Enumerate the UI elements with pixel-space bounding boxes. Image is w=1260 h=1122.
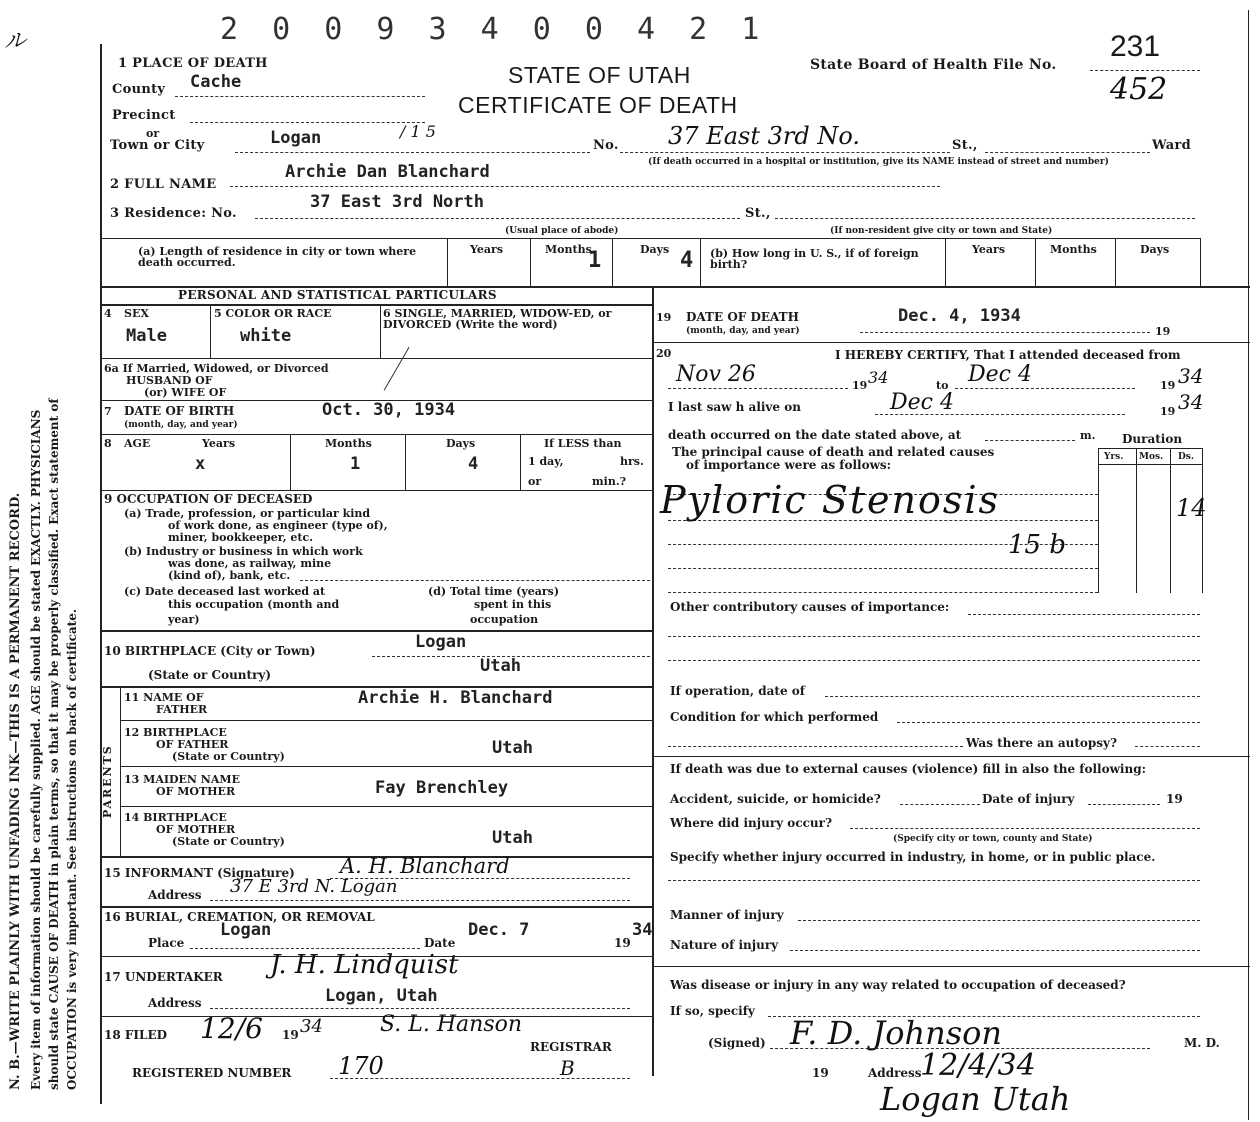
column-divider xyxy=(652,286,654,1076)
mother-name: Fay Brenchley xyxy=(375,778,509,798)
ds-label: Ds. xyxy=(1178,452,1195,462)
last-saw-year: 34 xyxy=(1178,390,1204,414)
saw-line xyxy=(875,414,1125,415)
related-label: Was disease or injury in any way related to occupation of deceased? xyxy=(670,978,1126,992)
cause-of-death: Pyloric Stenosis xyxy=(660,478,1001,522)
signed-year-prefix: 19 xyxy=(812,1066,829,1080)
death-date: Dec. 4, 1934 xyxy=(898,306,1021,326)
informant-label: 15 INFORMANT (Signature) xyxy=(104,866,295,880)
residence-line-2 xyxy=(775,218,1195,219)
rb-v6 xyxy=(1035,238,1036,286)
accident-label: Accident, suicide, or homicide? xyxy=(670,792,881,806)
birthplace-city: Logan xyxy=(415,632,467,652)
filed-year-prefix: 19 xyxy=(282,1028,299,1042)
dur-v2 xyxy=(1136,448,1137,593)
len-days-label: Days xyxy=(640,243,670,256)
occ-d1: (d) Total time (years) xyxy=(428,585,560,598)
signed-address-label: Address xyxy=(868,1066,922,1080)
mos-label: Mos. xyxy=(1139,452,1164,462)
father-label-num: 11 NAME OF xyxy=(124,691,204,704)
filed-year: 34 xyxy=(300,1016,323,1037)
age-years-value: x xyxy=(195,454,206,474)
op-line xyxy=(825,696,1200,697)
dd-line xyxy=(860,332,1150,333)
par-h3 xyxy=(120,806,652,807)
autopsy-label: Was there an autopsy? xyxy=(966,736,1118,750)
occ-d2: spent in this xyxy=(474,598,552,611)
rb-v2 xyxy=(530,238,531,286)
to-line xyxy=(955,388,1135,389)
birthplace-state: Utah xyxy=(480,656,521,676)
len-days-value: 4 xyxy=(680,248,694,273)
us-months-label: Months xyxy=(1050,243,1097,256)
length-label: (a) Length of residence in city or town where death occurred. xyxy=(138,245,417,269)
last-saw-year-prefix: 19 xyxy=(1160,405,1176,418)
specify-line xyxy=(668,880,1200,881)
birthplace-label: 10 BIRTHPLACE (City or Town) xyxy=(104,644,316,658)
rh2 xyxy=(652,756,1250,757)
occ-b2: was done, as railway, mine xyxy=(168,557,332,570)
cause-duration: 14 xyxy=(1176,494,1207,522)
undertaker-signature: J. H. Lindquist xyxy=(270,950,459,980)
informant-signature: A. H. Blanchard xyxy=(340,854,510,878)
mother-label-2: OF MOTHER xyxy=(156,785,236,798)
ph1 xyxy=(100,358,652,359)
cause-line-4 xyxy=(668,568,1098,569)
age-number: 8 xyxy=(104,437,112,450)
death-date-sub: (month, day, and year) xyxy=(686,326,800,336)
signed-address: Logan Utah xyxy=(880,1080,1071,1118)
external-label: If death was due to external causes (violence) fill in also the following: xyxy=(670,762,1147,776)
parents-v xyxy=(120,686,121,856)
m-label: m. xyxy=(1080,429,1096,442)
len-years-label: Years xyxy=(470,243,504,256)
rb-v1 xyxy=(447,238,448,286)
to-label: to xyxy=(936,379,949,392)
ph8 xyxy=(100,906,652,908)
occ-b3: (kind of), bank, etc. xyxy=(168,569,291,582)
occupation-label: 9 OCCUPATION OF DECEASED xyxy=(104,492,313,506)
mbp-label-1: 14 BIRTHPLACE xyxy=(124,811,227,824)
age-label: AGE xyxy=(124,437,151,450)
occurred-label: death occurred on the date stated above, at xyxy=(668,428,962,442)
nonresident-note: (If non-resident give city or town and State) xyxy=(830,226,1053,236)
file-line xyxy=(1090,70,1200,71)
place-heading: 1 PLACE OF DEATH xyxy=(118,56,268,71)
dur-top xyxy=(1098,448,1202,449)
full-name-value: Archie Dan Blanchard xyxy=(285,162,490,182)
occ-c1: (c) Date deceased last worked at xyxy=(124,585,326,598)
right-border xyxy=(1248,10,1249,1120)
married-label-3: (or) WIFE OF xyxy=(144,386,227,399)
mbp-label-2: OF MOTHER xyxy=(156,823,236,836)
registrar-signature: S. L. Hanson xyxy=(380,1012,523,1037)
name-line xyxy=(230,186,940,187)
yrs-label: Yrs. xyxy=(1104,452,1124,462)
dob-sub-label: (month, day, and year) xyxy=(124,420,238,430)
ward-line xyxy=(985,152,1150,153)
burial-year-prefix: 19 xyxy=(614,936,631,950)
age-days-value: 4 xyxy=(468,454,479,474)
age-v3 xyxy=(520,434,521,490)
us-years-label: Years xyxy=(972,243,1006,256)
to-year: 34 xyxy=(1178,364,1204,388)
age-v1 xyxy=(290,434,291,490)
from-year: 34 xyxy=(868,368,889,387)
acc-line xyxy=(900,804,980,805)
ph3 xyxy=(100,434,652,435)
cond-line xyxy=(897,722,1200,723)
file-number-handwritten: 452 xyxy=(1110,72,1168,107)
injury-date-label: Date of injury xyxy=(982,792,1075,806)
rh3 xyxy=(652,966,1250,967)
ifso-label: If so, specify xyxy=(670,1004,755,1018)
fbp-label-2: OF FATHER xyxy=(156,738,229,751)
full-name-label: 2 FULL NAME xyxy=(110,177,217,192)
burial-label: 16 BURIAL, CREMATION, OR REMOVAL xyxy=(104,910,375,924)
undertaker-address: Logan, Utah xyxy=(325,986,438,1006)
burial-year: 34 xyxy=(632,920,653,940)
signed-label: (Signed) xyxy=(708,1036,766,1050)
age-months-label: Months xyxy=(325,437,372,450)
informant-address: 37 E 3rd N. Logan xyxy=(230,876,398,897)
ph10 xyxy=(100,1016,652,1017)
city-label: Town or City xyxy=(110,138,205,153)
state-title: STATE OF UTAH xyxy=(508,62,691,88)
residence-st-label: St., xyxy=(745,206,771,221)
regnum-mark: B xyxy=(560,1056,575,1080)
und-line xyxy=(210,1008,630,1009)
occ-b1: (b) Industry or business in which work xyxy=(124,545,363,558)
certify-number: 20 xyxy=(656,347,672,360)
ward-label: Ward xyxy=(1152,138,1192,153)
last-saw-label: I last saw h alive on xyxy=(668,400,801,414)
marital-slash xyxy=(384,347,411,391)
street-no-label: No. xyxy=(593,138,619,153)
burial-place-label: Place xyxy=(148,936,185,950)
filed-label: 18 FILED xyxy=(104,1028,167,1042)
mbp-label-3: (State or Country) xyxy=(172,835,285,848)
occ-c3: year) xyxy=(168,613,200,626)
county-line xyxy=(175,96,425,97)
occ-a1: (a) Trade, profession, or particular kind xyxy=(124,507,371,520)
residence-line xyxy=(255,218,740,219)
last-saw-date: Dec 4 xyxy=(890,390,954,415)
hrs-label: hrs. xyxy=(620,455,644,468)
rb-v8 xyxy=(1200,238,1201,286)
where-line xyxy=(850,828,1200,829)
death-date-label: DATE OF DEATH xyxy=(686,310,799,324)
sidebar-line-3: should state CAUSE OF DEATH in plain terms, so that it may be properly classified. Exact statement of xyxy=(47,398,61,1090)
or-min-label: or xyxy=(528,475,542,488)
file-number: 231 xyxy=(1110,30,1161,63)
married-label-1: 6a If Married, Widowed, or Divorced xyxy=(104,362,329,375)
residence-label: 3 Residence: No. xyxy=(110,206,237,221)
condition-label: Condition for which performed xyxy=(670,710,879,724)
nature-line xyxy=(790,950,1200,951)
par-h2 xyxy=(120,766,652,767)
occ-a3: miner, bookkeeper, etc. xyxy=(168,531,314,544)
cause-label-2: of importance were as follows: xyxy=(686,458,892,472)
pv2 xyxy=(380,304,381,358)
from-year-prefix: 19 xyxy=(852,379,868,392)
specify-label: Specify whether injury occurred in industry, in home, or in public place. xyxy=(670,850,1156,864)
dob-value: Oct. 30, 1934 xyxy=(322,400,456,420)
county-label: County xyxy=(112,82,166,97)
color-value: white xyxy=(240,326,292,346)
rb-v3 xyxy=(612,238,613,286)
mbp-value: Utah xyxy=(492,828,533,848)
inj-date-line xyxy=(1088,804,1160,805)
contrib-line-1 xyxy=(968,614,1200,615)
rb-v5 xyxy=(945,238,946,286)
filed-date: 12/6 xyxy=(200,1012,263,1045)
dob-label: DATE OF BIRTH xyxy=(124,404,235,418)
cause-line-5 xyxy=(668,592,1098,593)
fbp-value: Utah xyxy=(492,738,533,758)
father-label-2: FATHER xyxy=(156,703,208,716)
certificate-title: CERTIFICATE OF DEATH xyxy=(458,92,738,118)
precinct-label: Precinct xyxy=(112,108,176,123)
bur-line xyxy=(190,948,420,949)
occ-b-line xyxy=(300,580,650,581)
dur-sub xyxy=(1098,464,1202,465)
dur-v1 xyxy=(1098,448,1099,593)
city-line xyxy=(235,152,590,153)
marital-label: 6 SINGLE, MARRIED, WIDOW-ED, or DIVORCED (Write the word) xyxy=(383,307,612,331)
nature-label: Nature of injury xyxy=(670,938,779,952)
precinct-line xyxy=(190,122,425,123)
rb-v7 xyxy=(1115,238,1116,286)
par-h1 xyxy=(120,720,652,721)
hospital-note: (If death occurred in a hospital or institution, give its NAME instead of street and number) xyxy=(648,157,1109,167)
sex-label: SEX xyxy=(124,307,149,320)
us-label: (b) How long in U. S., if of foreign birth? xyxy=(710,247,919,271)
rh1 xyxy=(652,342,1250,343)
personal-top xyxy=(100,304,652,306)
sidebar-line-4: OCCUPATION is very important. See instructions on back of certificate. xyxy=(65,608,79,1090)
parents-side-label: PARENTS xyxy=(101,744,114,818)
serial-number: 2 0 0 9 3 4 0 0 4 2 1 xyxy=(220,12,768,47)
reg-line xyxy=(330,1078,630,1079)
registrar-label: REGISTRAR xyxy=(530,1040,612,1054)
fbp-label-1: 12 BIRTHPLACE xyxy=(124,726,227,739)
city-value: Logan xyxy=(270,128,322,148)
cause-label-1: The principal cause of death and related causes xyxy=(672,445,995,459)
occ-c2: this occupation (month and xyxy=(168,598,340,611)
certify-label: I HEREBY CERTIFY, That I attended deceased from xyxy=(835,348,1181,362)
usual-abode-note: (Usual place of abode) xyxy=(505,226,619,236)
married-label-2: HUSBAND OF xyxy=(126,374,213,387)
autopsy-line-2 xyxy=(1135,746,1200,747)
burial-place: Logan xyxy=(220,920,272,940)
mother-label-1: 13 MAIDEN NAME xyxy=(124,773,240,786)
personal-heading: PERSONAL AND STATISTICAL PARTICULARS xyxy=(178,288,497,302)
md-label: M. D. xyxy=(1184,1036,1220,1050)
pv1 xyxy=(210,304,211,358)
burial-date-label: Date xyxy=(424,936,456,950)
informant-address-label: Address xyxy=(148,888,202,902)
min-label: min.? xyxy=(592,475,627,488)
age-v2 xyxy=(405,434,406,490)
signed-date: 12/4/34 xyxy=(920,1048,1036,1083)
left-border xyxy=(100,44,102,1104)
us-days-label: Days xyxy=(1140,243,1170,256)
manner-line xyxy=(798,920,1200,921)
where-note: (Specify city or town, county and State) xyxy=(893,834,1093,844)
len-months-label: Months xyxy=(545,243,592,256)
death-year-suffix: 19 xyxy=(1155,325,1171,338)
m-line xyxy=(985,440,1075,441)
cause-code: 15 b xyxy=(1008,530,1066,560)
inf-addr-line xyxy=(210,900,630,901)
county-value: Cache xyxy=(190,72,242,92)
duration-label: Duration xyxy=(1122,432,1183,446)
less-label: If LESS than xyxy=(544,437,622,450)
autopsy-line xyxy=(668,746,963,747)
regnum-value: 170 xyxy=(338,1052,384,1080)
father-name: Archie H. Blanchard xyxy=(358,688,553,708)
attended-from: Nov 26 xyxy=(676,362,756,387)
rb-v4 xyxy=(700,238,701,286)
dob-number: 7 xyxy=(104,405,112,418)
physician-signature: F. D. Johnson xyxy=(790,1014,1003,1052)
injury-year-prefix: 19 xyxy=(1166,792,1183,806)
age-years-label: Years xyxy=(202,437,236,450)
attended-to: Dec 4 xyxy=(968,362,1032,387)
age-months-value: 1 xyxy=(350,454,361,474)
sidebar-line-1: N. B.—WRITE PLAINLY WITH UNFADING INK—THIS IS A PERMANENT RECORD. xyxy=(8,492,23,1090)
street-st-label: St., xyxy=(952,138,978,153)
manner-label: Manner of injury xyxy=(670,908,784,922)
sidebar-line-2: Every item of information should be carefully supplied. AGE should be stated EXACTLY. PHYSICIANS xyxy=(29,409,43,1090)
day-label: 1 day, xyxy=(528,455,564,468)
color-label: 5 COLOR OR RACE xyxy=(214,307,332,320)
corner-mark: ル xyxy=(4,29,27,54)
occ-d3: occupation xyxy=(470,613,539,626)
len-months-value: 1 xyxy=(588,248,602,273)
undertaker-label: 17 UNDERTAKER xyxy=(104,970,223,984)
street-line xyxy=(620,152,950,153)
from-line xyxy=(668,388,848,389)
ph5 xyxy=(100,630,652,632)
dur-v3 xyxy=(1170,448,1171,593)
street-no-value: 37 East 3rd No. xyxy=(668,122,860,150)
fbp-label-3: (State or Country) xyxy=(172,750,285,763)
contrib-line-2 xyxy=(668,636,1200,637)
sex-number: 4 xyxy=(104,307,112,320)
file-label: State Board of Health File No. xyxy=(810,57,1057,73)
or-label: or xyxy=(146,127,160,140)
death-date-number: 19 xyxy=(656,311,672,324)
burial-date: Dec. 7 xyxy=(468,920,530,940)
contrib-line-3 xyxy=(668,660,1200,661)
to-year-prefix: 19 xyxy=(1160,379,1176,392)
ph4 xyxy=(100,490,652,491)
age-days-label: Days xyxy=(446,437,476,450)
occ-a2: of work done, as engineer (type of), xyxy=(168,519,388,532)
where-label: Where did injury occur? xyxy=(670,816,833,830)
operation-label: If operation, date of xyxy=(670,684,805,698)
contributory-label: Other contributory causes of importance: xyxy=(670,600,950,614)
birthplace-state-label: (State or Country) xyxy=(148,668,272,682)
city-mark: / 1 5 xyxy=(400,122,436,141)
residence-value: 37 East 3rd North xyxy=(310,192,484,212)
undertaker-address-label: Address xyxy=(148,996,202,1010)
sex-value: Male xyxy=(126,326,167,346)
regnum-label: REGISTERED NUMBER xyxy=(132,1066,292,1080)
